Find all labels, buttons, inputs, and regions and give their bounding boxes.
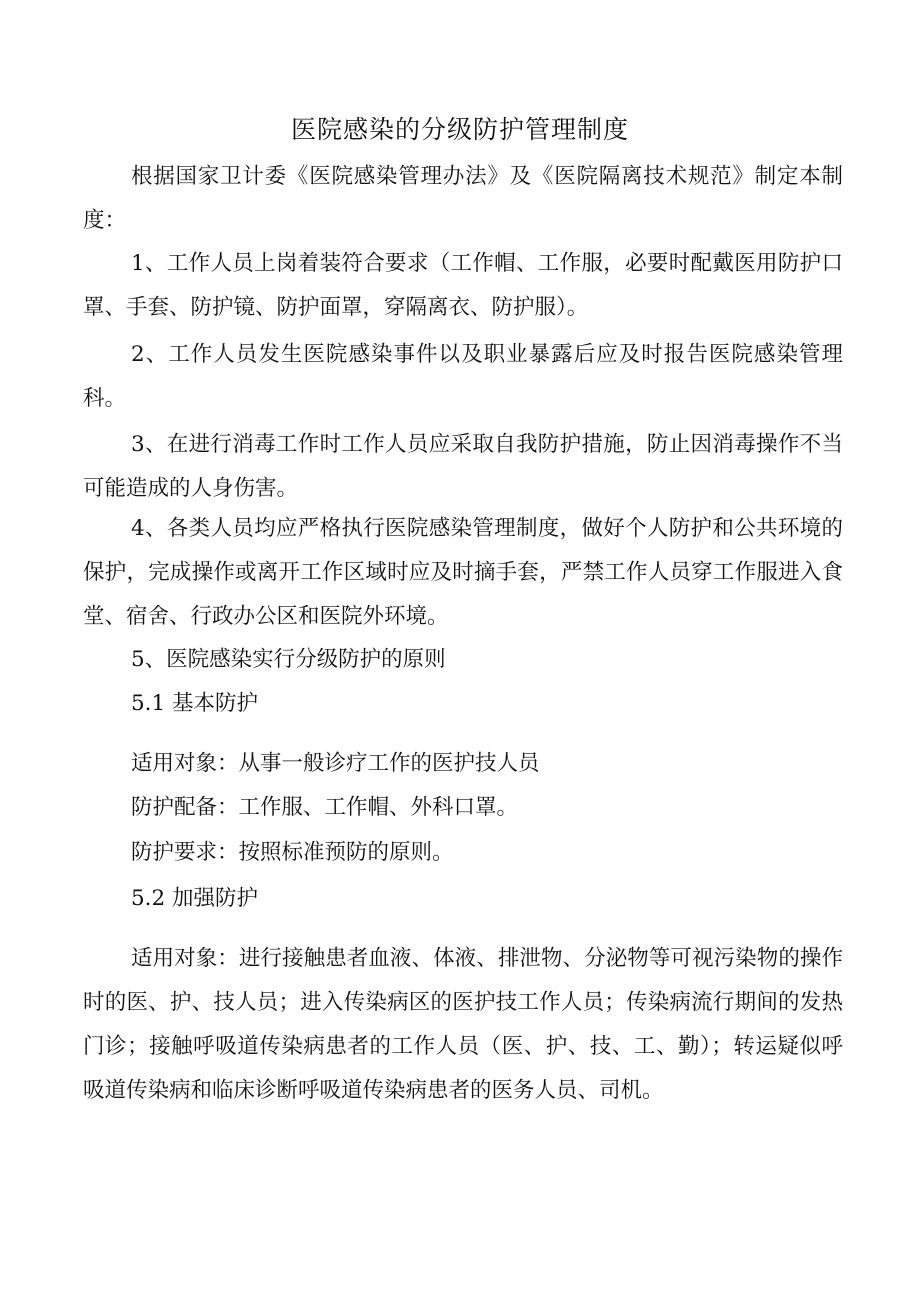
item-2-paragraph: 2、工作人员发生医院感染事件以及职业暴露后应及时报告医院感染管理科。 <box>83 342 843 411</box>
item-3-paragraph: 3、在进行消毒工作时工作人员应采取自我防护措施，防止因消毒操作不当可能造成的人身伤害。 <box>83 432 843 501</box>
section-5-1-requirement: 防护要求：按照标准预防的原则。 <box>131 840 454 865</box>
intro-paragraph: 根据国家卫计委《医院感染管理办法》及《医院隔离技术规范》制定本制度： <box>83 164 843 233</box>
section-5-1-applicable: 适用对象：从事一般诊疗工作的医护技人员 <box>131 751 540 776</box>
item-5-line: 5、医院感染实行分级防护的原则 <box>131 647 446 672</box>
document-title: 医院感染的分级防护管理制度 <box>290 115 629 144</box>
section-5-1-equipment: 防护配备：工作服、工作帽、外科口罩。 <box>131 795 519 820</box>
section-5-1-heading: 5.1 基本防护 <box>131 691 259 716</box>
section-5-2-heading: 5.2 加强防护 <box>131 886 259 911</box>
item-1-paragraph: 1、工作人员上岗着装符合要求（工作帽、工作服，必要时配戴医用防护口罩、手套、防护镜、防护面罩，穿隔离衣、防护服）。 <box>83 251 843 320</box>
section-5-2-applicable: 适用对象：进行接触患者血液、体液、排泄物、分泌物等可视污染物的操作时的医、护、技人员；进入传染病区的医护技工作人员；传染病流行期间的发热门诊；接触呼吸道传染病患者的工作人员（医、护、技、工、勤）；转运疑似呼吸道传染病和临床诊断呼吸道传染病患者的医务人员、司机。 <box>83 946 843 1103</box>
item-4-paragraph: 4、各类人员均应严格执行医院感染管理制度，做好个人防护和公共环境的保护，完成操作或离开工作区域时应及时摘手套，严禁工作人员穿工作服进入食堂、宿舍、行政办公区和医院外环境。 <box>83 516 843 629</box>
